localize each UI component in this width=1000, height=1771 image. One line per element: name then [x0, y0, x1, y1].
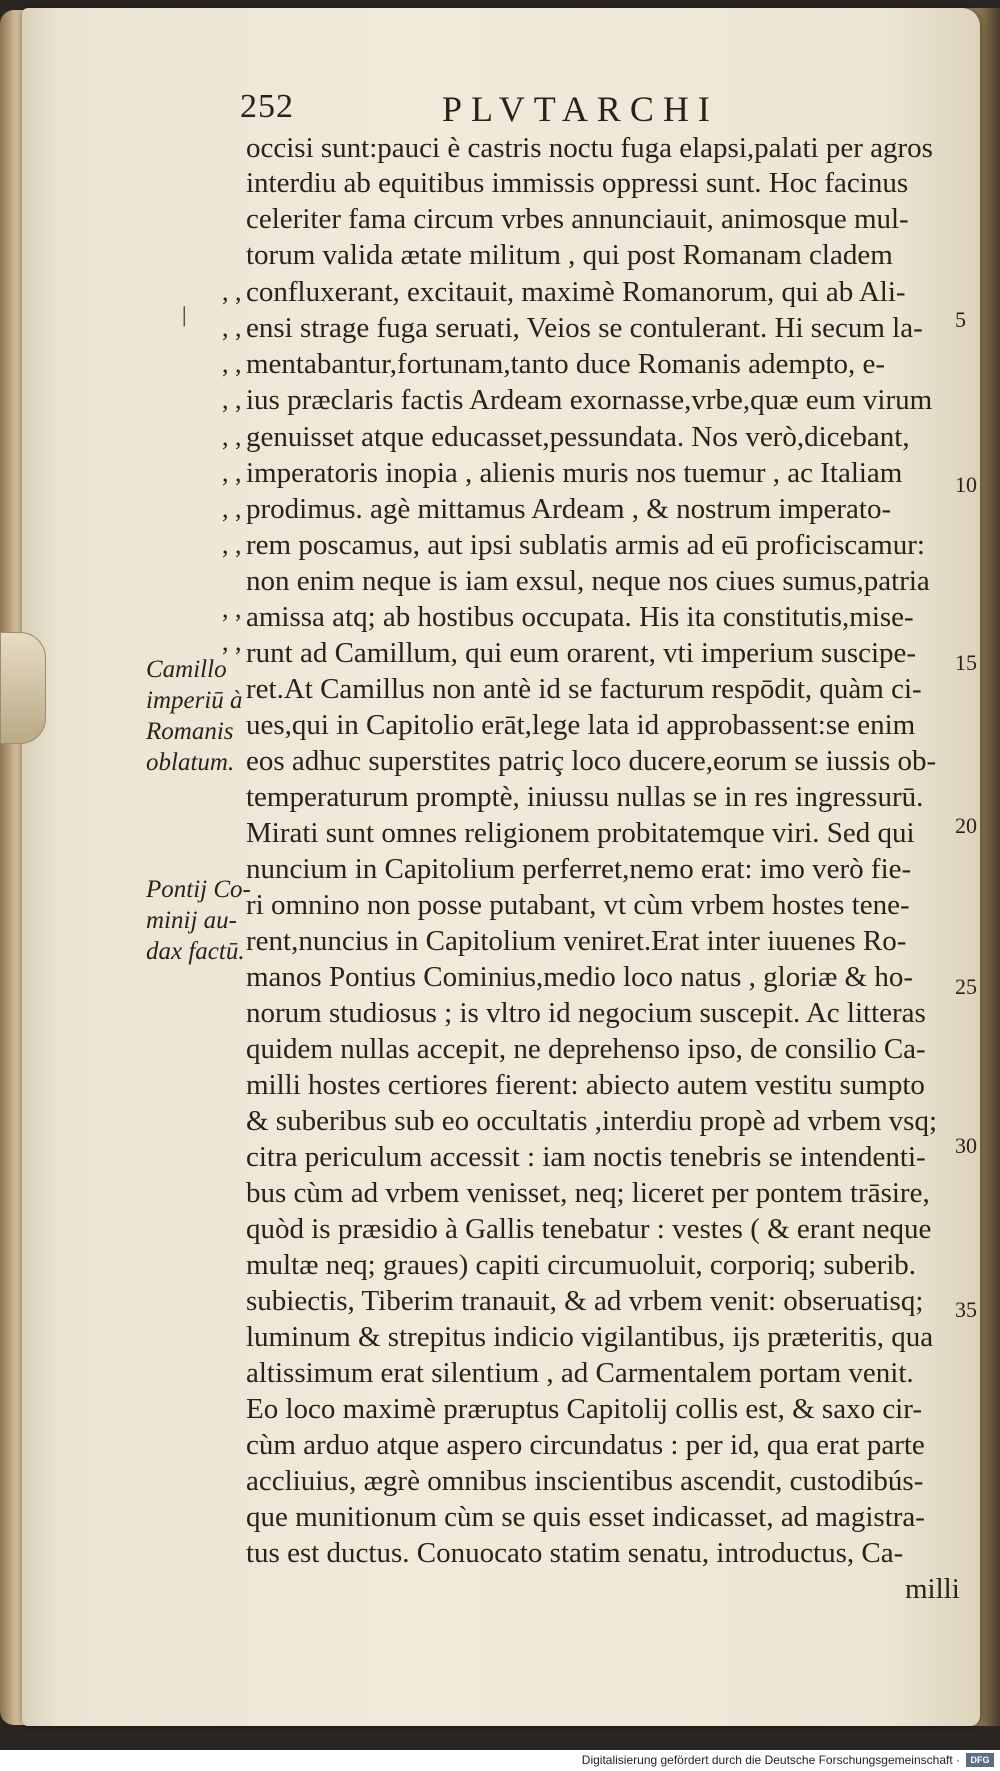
- text-line: quidem nullas accepit, ne deprehenso ipso, de consilio Ca-: [246, 1033, 926, 1065]
- line-number: 35: [955, 1297, 977, 1322]
- margin-note-line: dax factū.: [146, 938, 245, 965]
- line-number: 5: [955, 307, 966, 332]
- quote-mark: , ,: [222, 594, 242, 623]
- page-number: 252: [240, 88, 294, 125]
- text-line: occisi sunt:pauci è castris noctu fuga elapsi,palati per agros: [246, 132, 933, 164]
- text-line: milli: [905, 1573, 960, 1605]
- text-line: norum studiosus ; is vltro id negocium suscepit. Ac litteras: [246, 997, 926, 1029]
- text-line: confluxerant, excitauit, maximè Romanorum, qui ab Ali-: [246, 276, 906, 308]
- text-line: accliuius, ægrè omnibus inscientibus ascendit, custodibús-: [246, 1465, 924, 1497]
- margin-note-line: Romanis: [146, 718, 234, 745]
- text-line: ues,qui in Capitolio erāt,lege lata id approbassent:se enim: [246, 709, 916, 741]
- line-number: 20: [955, 813, 977, 838]
- text-line: bus cùm ad vrbem venisset, neq; liceret per pontem trāsire,: [246, 1177, 930, 1209]
- text-line: torum valida ætate militum , qui post Romanam cladem: [246, 239, 893, 271]
- text-line: Mirati sunt omnes religionem probitatemque viri. Sed qui: [246, 817, 915, 849]
- line-number: 10: [955, 472, 977, 497]
- text-line: interdiu ab equitibus immissis oppressi sunt. Hoc facinus: [246, 167, 909, 199]
- quote-mark: , ,: [222, 494, 242, 523]
- text-line: ret.At Camillus non antè id se facturum respōdit, quàm ci-: [246, 673, 922, 705]
- text-line: imperatoris inopia , alienis muris nos tuemur , ac Italiam: [246, 457, 903, 489]
- quote-mark: , ,: [222, 458, 242, 487]
- text-line: ri omnino non posse putabant, vt cùm vrbem hostes tene-: [246, 889, 910, 921]
- text-line: ius præclaris factis Ardeam exornasse,vrbe,quæ eum virum: [246, 384, 933, 416]
- text-line: celeriter fama circum vrbes annunciauit, animosque mul-: [246, 203, 909, 235]
- text-line: manos Pontius Cominius,medio loco natus , gloriæ & ho-: [246, 961, 913, 993]
- text-line: non enim neque is iam exsul, neque nos ciues sumus,patria: [246, 565, 930, 597]
- line-number: 30: [955, 1133, 977, 1158]
- footer-credit: Digitalisierung gefördert durch die Deutsche Forschungsgemeinschaft ·: [581, 1753, 960, 1767]
- text-line: temperaturum promptè, iniussu nullas se in res ingressurū.: [246, 781, 924, 813]
- text-line: & suberibus sub eo occultatis ,interdiu propè ad vrbem vsq;: [246, 1105, 938, 1137]
- quote-mark: , ,: [222, 313, 242, 342]
- text-line: Eo loco maximè præruptus Capitolij collis est, & saxo cir-: [246, 1393, 922, 1425]
- text-line: altissimum erat silentium , ad Carmentalem portam venit.: [246, 1357, 914, 1389]
- line-number: 15: [955, 650, 977, 675]
- text-line: subiectis, Tiberim tranauit, & ad vrbem venit: obseruatisq;: [246, 1285, 924, 1317]
- text-line: que munitionum cùm se quis esset indicasset, ad magistra-: [246, 1501, 925, 1533]
- quote-mark: , ,: [222, 385, 242, 414]
- text-line: milli hostes certiores fierent: abiecto autem vestitu sumpto: [246, 1069, 925, 1101]
- quote-mark: , ,: [222, 349, 242, 378]
- text-line: prodimus. agè mittamus Ardeam , & nostrum imperato-: [246, 493, 892, 525]
- margin-note-line: Pontij Co-: [146, 876, 251, 903]
- margin-note-line: minij au-: [146, 907, 237, 934]
- running-head: PLVTARCHI: [442, 89, 719, 129]
- text-line: eos adhuc superstites patriç loco ducere,eorum se iussis ob-: [246, 745, 937, 777]
- text-line: runt ad Camillum, qui eum orarent, vti imperium suscipe-: [246, 637, 917, 669]
- text-line: genuisset atque educasset,pessundata. Nos verò,dicebant,: [246, 421, 910, 453]
- text-line: mentabantur,fortunam,tanto duce Romanis adempto, e-: [246, 348, 886, 380]
- margin-note-line: imperiū à: [146, 687, 243, 714]
- quote-mark: , ,: [222, 277, 242, 306]
- text-line: nuncium in Capitolium perferret,nemo erat: imo verò fie-: [246, 853, 912, 885]
- quote-mark: , ,: [222, 530, 242, 559]
- text-line: ensi strage fuga seruati, Veios se contulerant. Hi secum la-: [246, 312, 923, 344]
- quote-mark: , ,: [222, 422, 242, 451]
- text-line: tus est ductus. Conuocato statim senatu, introductus, Ca-: [246, 1537, 904, 1569]
- text-line: citra periculum accessit : iam noctis tenebris se intendenti-: [246, 1141, 926, 1173]
- dfg-logo: DFG: [966, 1753, 994, 1767]
- margin-tick-mark: |: [182, 302, 187, 327]
- text-line: luminum & strepitus indicio vigilantibus, ijs præteritis, qua: [246, 1321, 934, 1353]
- margin-note-line: Camillo: [146, 656, 227, 683]
- text-line: rent,nuncius in Capitolium veniret.Erat inter iuuenes Ro-: [246, 925, 907, 957]
- margin-note-camillo: [146, 654, 243, 778]
- book-clip: [0, 632, 46, 744]
- margin-note-line: oblatum.: [146, 749, 235, 776]
- quote-mark: , ,: [222, 627, 242, 656]
- text-line: quòd is præsidio à Gallis tenebatur : vestes ( & erant neque: [246, 1213, 932, 1245]
- text-line: amissa atq; ab hostibus occupata. His ita constitutis,mise-: [246, 601, 914, 633]
- margin-note-pontius: [146, 874, 251, 967]
- text-line: cùm arduo atque aspero circundatus : per id, qua erat parte: [246, 1429, 925, 1461]
- text-line: multæ neq; graues) capiti circumuoluit, corporiq; suberib.: [246, 1249, 917, 1281]
- line-number: 25: [955, 974, 977, 999]
- text-line: rem poscamus, aut ipsi sublatis armis ad eū proficiscamur:: [246, 529, 925, 561]
